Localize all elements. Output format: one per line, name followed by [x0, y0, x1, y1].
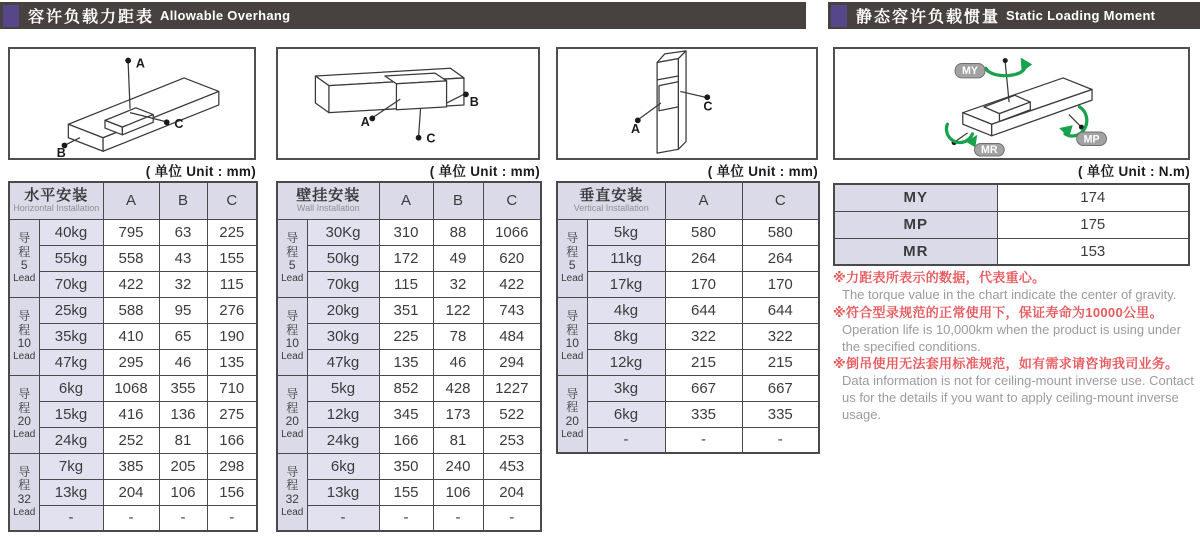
table-row	[9, 505, 257, 531]
load-cell: 13kg	[39, 479, 103, 505]
static-loading-moment-table	[833, 183, 1190, 266]
lead-group-label: 导 程 32 Lead	[9, 453, 39, 531]
section-header-static-loading-moment	[828, 2, 1200, 29]
table-row	[9, 479, 257, 505]
load-cell: 47kg	[307, 349, 379, 375]
load-cell: 13kg	[307, 479, 379, 505]
value-cell: 667	[665, 375, 742, 401]
unit-label-nm: ( 单位 Unit : N.m)	[1077, 164, 1190, 179]
value-cell: 204	[103, 479, 159, 505]
table-title-en: Wall Installation	[296, 203, 360, 214]
footnotes	[833, 269, 1197, 423]
table-title-cell	[277, 182, 379, 219]
table-title-cell	[557, 182, 665, 219]
note-zh: ※力距表所表示的数据，代表重心。	[833, 270, 1046, 285]
value-cell: 1068	[103, 375, 159, 401]
value-cell: 484	[483, 323, 541, 349]
value-cell: 416	[103, 401, 159, 427]
value-cell: 428	[433, 375, 483, 401]
load-cell: 11kg	[587, 245, 665, 271]
table-header-row	[9, 182, 257, 219]
value-cell: -	[742, 427, 819, 453]
table-row	[277, 271, 541, 297]
table-row	[557, 349, 819, 375]
note-item	[833, 304, 1197, 355]
load-cell: 12kg	[587, 349, 665, 375]
value-cell: 173	[433, 401, 483, 427]
moment-mp-badge: MP	[1083, 133, 1100, 146]
unit-label-mm: ( 单位 Unit : mm)	[429, 164, 540, 179]
value-cell: 322	[742, 323, 819, 349]
purple-accent-square	[3, 5, 19, 27]
value-cell: 588	[103, 297, 159, 323]
value-cell: -	[433, 505, 483, 531]
load-cell: 6kg	[307, 453, 379, 479]
vertical-installation-diagram	[556, 47, 818, 160]
table-row	[277, 479, 541, 505]
value-cell: 322	[665, 323, 742, 349]
section-title-zh: 静态容许负载惯量	[856, 9, 1001, 26]
load-cell: 4kg	[587, 297, 665, 323]
table-row	[557, 323, 819, 349]
table-row	[557, 219, 819, 245]
value-cell: 350	[379, 453, 433, 479]
column-header-c: C	[207, 182, 257, 219]
purple-accent-square	[831, 5, 847, 27]
table-row	[277, 427, 541, 453]
rail-isometric-drawing	[278, 49, 538, 158]
table-row	[277, 297, 541, 323]
value-cell: 667	[742, 375, 819, 401]
load-cell: 24kg	[307, 427, 379, 453]
table-row	[277, 401, 541, 427]
value-cell: 166	[379, 427, 433, 453]
moment-label-cell: MP	[834, 211, 997, 238]
load-cell: 50kg	[307, 245, 379, 271]
load-cell: -	[39, 505, 103, 531]
note-item	[833, 355, 1197, 423]
table-title-zh: 水平安装	[24, 187, 89, 205]
load-cell: 15kg	[39, 401, 103, 427]
load-cell: 70kg	[307, 271, 379, 297]
value-cell: 204	[483, 479, 541, 505]
horizontal-installation-diagram	[8, 47, 256, 160]
value-cell: 298	[207, 453, 257, 479]
value-cell: 335	[665, 401, 742, 427]
table-row	[9, 323, 257, 349]
table-row	[277, 349, 541, 375]
load-cell: 20kg	[307, 297, 379, 323]
value-cell: 1066	[483, 219, 541, 245]
value-cell: 136	[159, 401, 207, 427]
note-zh: ※倒吊使用无法套用标准规范，如有需求请咨询我司业务。	[833, 356, 1179, 372]
point-a-label: A	[360, 115, 370, 130]
lead-group-label: 导 程 20 Lead	[557, 375, 587, 453]
value-cell: 106	[433, 479, 483, 505]
table-row	[557, 271, 819, 297]
value-cell: 240	[433, 453, 483, 479]
value-cell: 166	[207, 427, 257, 453]
value-cell: 115	[207, 271, 257, 297]
value-cell: -	[103, 505, 159, 531]
value-cell: -	[159, 505, 207, 531]
table-row	[277, 505, 541, 531]
value-cell: 115	[379, 271, 433, 297]
load-cell: 3kg	[587, 375, 665, 401]
note-item	[833, 269, 1197, 304]
load-cell: 17kg	[587, 271, 665, 297]
table-row	[9, 219, 257, 245]
column-header-a: A	[103, 182, 159, 219]
table-header-row	[557, 182, 819, 219]
load-cell: 8kg	[587, 323, 665, 349]
table-title-zh: 壁挂安装	[296, 187, 361, 205]
value-cell: 620	[483, 245, 541, 271]
lead-group-label: 导 程 5 Lead	[9, 219, 39, 297]
table-header-row	[277, 182, 541, 219]
value-cell: 155	[207, 245, 257, 271]
value-cell: 1227	[483, 375, 541, 401]
value-cell: 63	[159, 219, 207, 245]
load-cell: 55kg	[39, 245, 103, 271]
value-cell: 852	[379, 375, 433, 401]
section-header-allowable-overhang	[0, 2, 806, 29]
table-row	[277, 453, 541, 479]
load-cell: 47kg	[39, 349, 103, 375]
table-row	[277, 323, 541, 349]
load-cell: 70kg	[39, 271, 103, 297]
value-cell: 410	[103, 323, 159, 349]
value-cell: 46	[433, 349, 483, 375]
table-row	[834, 211, 1189, 238]
value-cell: 135	[207, 349, 257, 375]
wall-installation-diagram	[276, 47, 540, 160]
value-cell: 276	[207, 297, 257, 323]
table-title-en: Horizontal Installation	[13, 203, 100, 214]
note-en: The torque value in the chart indicate the center of gravity.	[842, 287, 1177, 303]
column-header-b: B	[159, 182, 207, 219]
lead-group-label: 导 程 20 Lead	[277, 375, 307, 453]
value-cell: 46	[159, 349, 207, 375]
load-cell: 30kg	[307, 323, 379, 349]
value-cell: 558	[103, 245, 159, 271]
value-cell: 355	[159, 375, 207, 401]
column-header-b: B	[433, 182, 483, 219]
table-row	[834, 238, 1189, 265]
value-cell: 190	[207, 323, 257, 349]
value-cell: 88	[433, 219, 483, 245]
table-title-zh: 垂直安装	[579, 187, 644, 205]
load-cell: 6kg	[587, 401, 665, 427]
point-a-label: A	[135, 56, 145, 71]
value-cell: -	[483, 505, 541, 531]
value-cell: 294	[483, 349, 541, 375]
value-cell: 43	[159, 245, 207, 271]
value-cell: 644	[665, 297, 742, 323]
value-cell: 106	[159, 479, 207, 505]
value-cell: 275	[207, 401, 257, 427]
lead-group-label: 导 程 10 Lead	[557, 297, 587, 375]
rail-moment-drawing	[835, 49, 1188, 158]
note-en: Operation life is 10,000km when the product is using under the specified conditions.	[842, 322, 1181, 354]
moment-my-badge: MY	[962, 65, 978, 78]
static-moment-diagram	[833, 47, 1190, 160]
point-c-label: C	[174, 117, 184, 132]
value-cell: 345	[379, 401, 433, 427]
table-row	[9, 349, 257, 375]
load-cell: 5kg	[307, 375, 379, 401]
horizontal-installation-table	[8, 181, 258, 532]
value-cell: 156	[207, 479, 257, 505]
table-row	[9, 401, 257, 427]
moment-value-cell: 153	[997, 238, 1189, 265]
value-cell: 580	[665, 219, 742, 245]
value-cell: 170	[742, 271, 819, 297]
value-cell: 170	[665, 271, 742, 297]
value-cell: 225	[379, 323, 433, 349]
table-row	[9, 271, 257, 297]
moment-label-cell: MY	[834, 184, 997, 211]
lead-group-label: 导 程 32 Lead	[277, 453, 307, 531]
value-cell: -	[665, 427, 742, 453]
note-zh: ※符合型录规范的正常使用下，保证寿命为10000公里。	[833, 304, 1163, 320]
value-cell: 422	[103, 271, 159, 297]
point-a-label: A	[631, 121, 641, 136]
lead-group-label: 导 程 10 Lead	[9, 297, 39, 375]
value-cell: 81	[159, 427, 207, 453]
table-row	[9, 453, 257, 479]
table-row	[9, 375, 257, 401]
value-cell: 385	[103, 453, 159, 479]
value-cell: 295	[103, 349, 159, 375]
table-row	[9, 245, 257, 271]
value-cell: -	[207, 505, 257, 531]
value-cell: 644	[742, 297, 819, 323]
vertical-installation-table	[556, 181, 820, 454]
value-cell: 81	[433, 427, 483, 453]
load-cell: -	[587, 427, 665, 453]
note-en: Data information is not for ceiling-mount inverse use. Contact us for the details if you want to apply ceiling-mount inverse usage.	[842, 373, 1194, 422]
lead-group-label: 导 程 20 Lead	[9, 375, 39, 453]
point-c-label: C	[703, 99, 713, 114]
value-cell: 155	[379, 479, 433, 505]
table-row	[557, 401, 819, 427]
moment-mr-badge: MR	[981, 144, 998, 157]
load-cell: 7kg	[39, 453, 103, 479]
table-row	[834, 184, 1189, 211]
column-header-a: A	[665, 182, 742, 219]
rail-isometric-drawing	[10, 49, 254, 158]
table-title-cell	[9, 182, 103, 219]
section-title-en: Allowable Overhang	[160, 8, 291, 23]
table-row	[557, 297, 819, 323]
table-row	[9, 297, 257, 323]
value-cell: -	[379, 505, 433, 531]
value-cell: 743	[483, 297, 541, 323]
load-cell: -	[307, 505, 379, 531]
value-cell: 49	[433, 245, 483, 271]
table-row	[557, 375, 819, 401]
value-cell: 264	[665, 245, 742, 271]
value-cell: 335	[742, 401, 819, 427]
load-cell: 24kg	[39, 427, 103, 453]
value-cell: 65	[159, 323, 207, 349]
table-row	[557, 427, 819, 453]
column-header-c: C	[742, 182, 819, 219]
load-cell: 30Kg	[307, 219, 379, 245]
lead-group-label: 导 程 10 Lead	[277, 297, 307, 375]
point-b-label: B	[56, 146, 66, 158]
table-title-en: Vertical Installation	[573, 203, 649, 214]
point-c-label: C	[426, 131, 436, 146]
value-cell: 580	[742, 219, 819, 245]
lead-group-label: 导 程 5 Lead	[557, 219, 587, 297]
value-cell: 422	[483, 271, 541, 297]
value-cell: 95	[159, 297, 207, 323]
load-cell: 12kg	[307, 401, 379, 427]
column-header-c: C	[483, 182, 541, 219]
value-cell: 122	[433, 297, 483, 323]
value-cell: 172	[379, 245, 433, 271]
value-cell: 78	[433, 323, 483, 349]
column-header-a: A	[379, 182, 433, 219]
value-cell: 351	[379, 297, 433, 323]
section-title-zh: 容许负载力距表	[28, 9, 155, 26]
load-cell: 25kg	[39, 297, 103, 323]
value-cell: 205	[159, 453, 207, 479]
value-cell: 522	[483, 401, 541, 427]
value-cell: 215	[742, 349, 819, 375]
load-cell: 40kg	[39, 219, 103, 245]
value-cell: 710	[207, 375, 257, 401]
moment-label-cell: MR	[834, 238, 997, 265]
table-row	[277, 245, 541, 271]
rail-isometric-drawing	[558, 49, 816, 158]
load-cell: 6kg	[39, 375, 103, 401]
value-cell: 225	[207, 219, 257, 245]
value-cell: 310	[379, 219, 433, 245]
value-cell: 32	[433, 271, 483, 297]
value-cell: 253	[483, 427, 541, 453]
unit-label-mm: ( 单位 Unit : mm)	[145, 164, 256, 179]
load-cell: 35kg	[39, 323, 103, 349]
table-row	[9, 427, 257, 453]
value-cell: 135	[379, 349, 433, 375]
value-cell: 795	[103, 219, 159, 245]
table-row	[557, 245, 819, 271]
value-cell: 453	[483, 453, 541, 479]
value-cell: 215	[665, 349, 742, 375]
moment-value-cell: 174	[997, 184, 1189, 211]
point-b-label: B	[469, 94, 479, 109]
wall-installation-table	[276, 181, 542, 532]
table-row	[277, 375, 541, 401]
value-cell: 264	[742, 245, 819, 271]
table-row	[277, 219, 541, 245]
value-cell: 32	[159, 271, 207, 297]
section-title-en: Static Loading Moment	[1006, 8, 1156, 23]
lead-group-label: 导 程 5 Lead	[277, 219, 307, 297]
load-cell: 5kg	[587, 219, 665, 245]
moment-value-cell: 175	[997, 211, 1189, 238]
value-cell: 252	[103, 427, 159, 453]
unit-label-mm: ( 单位 Unit : mm)	[707, 164, 818, 179]
